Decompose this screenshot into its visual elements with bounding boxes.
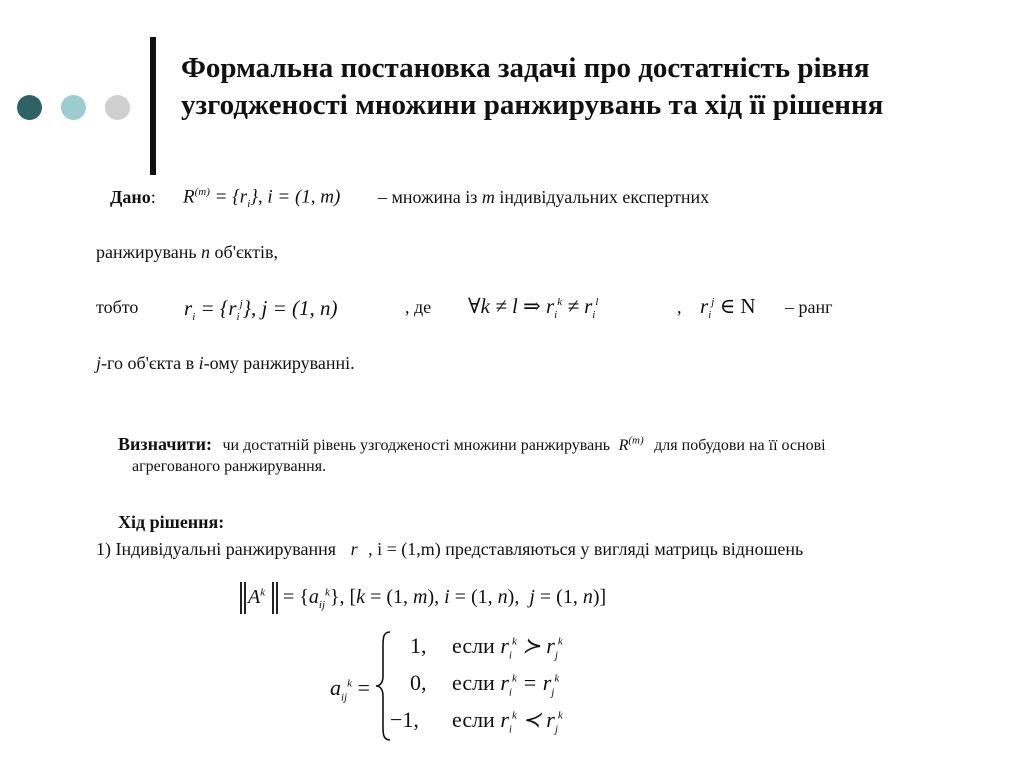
determine-label: Визначити: <box>118 434 212 454</box>
norm-bar-left-1 <box>240 582 242 614</box>
solution-step-1: 1) Індивідуальні ранжирування r , i = (1,m) представляються у вигляді матриць відношень <box>96 539 804 559</box>
case-row-1-relation: $r_i^k$ ≻ $r_j^k$ <box>500 633 563 662</box>
comma-where: , де <box>405 297 432 317</box>
formula-natural-rank: $r_i^j$ ∈ N <box>700 294 756 322</box>
norm-bar-left-2 <box>244 582 246 614</box>
formula-ranking-elements: $r_i = \{r_i^j\}$, j = (1, n) <box>184 296 338 324</box>
determine-line-2: агрегованого ранжирування. <box>132 458 327 475</box>
rank-label: – ранг <box>785 297 833 317</box>
given-description: – множина із m індивідуальних експертних <box>378 187 710 207</box>
given-line-2: ранжирувань n об'єктів, <box>96 242 279 262</box>
that-is-label: тобто <box>96 297 139 317</box>
case-row-3-word: если $r_i^k$ ≺ $r_j^k$ <box>452 707 563 736</box>
title-accent-bar <box>150 37 156 175</box>
case-row-2-relation: $r_i^k = r_j^k$ <box>500 670 560 699</box>
determine-line-1: Визначити: чи достатній рівень узгодженості множини ранжирувань $R^{(m)}$ для побудови на її основі <box>118 434 826 454</box>
norm-bar-right-1 <box>272 582 274 614</box>
comma: , <box>677 297 682 317</box>
solution-label: Хід рішення: <box>118 512 225 532</box>
decor-dot-gray <box>105 95 130 120</box>
formula-ranking-set: $R^{(m)} = \{r_i\}$, i = (1, m) <box>183 186 341 211</box>
formula-matrix-A: $A^k$ <box>248 586 266 608</box>
formula-distinct-condition: ∀k ≠ l ⇒ $r_i^k \ne r_i^l$ <box>468 294 599 322</box>
case-row-1: 1, <box>410 633 427 658</box>
given-line-4: j-го об'єкта в i-ому ранжируванні. <box>96 353 355 373</box>
case-row-2: 0, <box>410 670 427 695</box>
case-row-1-word: если $r_i^k$ ≻ $r_j^k$ <box>452 633 563 662</box>
case-row-2-word: если $r_i^k = r_j^k$ <box>452 670 560 699</box>
formula-set-inline: $R^{(m)}$ <box>618 434 644 454</box>
slide-title: Формальна постановка задачі про достатність рівня узгодженості множини ранжирувань та хід її рішення <box>181 52 884 121</box>
decor-dot-teal <box>61 95 86 120</box>
formula-matrix-definition: = $\{a_{ij}^k\}$, [k = (1, m), i = (1, n), j = (1, n)] <box>283 586 607 611</box>
formula-piecewise-lhs: $a_{ij}^k$ = <box>330 675 370 704</box>
decor-dot-dark <box>17 95 42 120</box>
given-line-1: Дано: <box>110 187 156 207</box>
case-row-3-relation: $r_i^k$ ≺ $r_j^k$ <box>500 707 563 736</box>
case-row-3: −1, <box>390 707 419 732</box>
norm-bar-right-2 <box>276 582 278 614</box>
given-label: Дано <box>110 187 151 207</box>
